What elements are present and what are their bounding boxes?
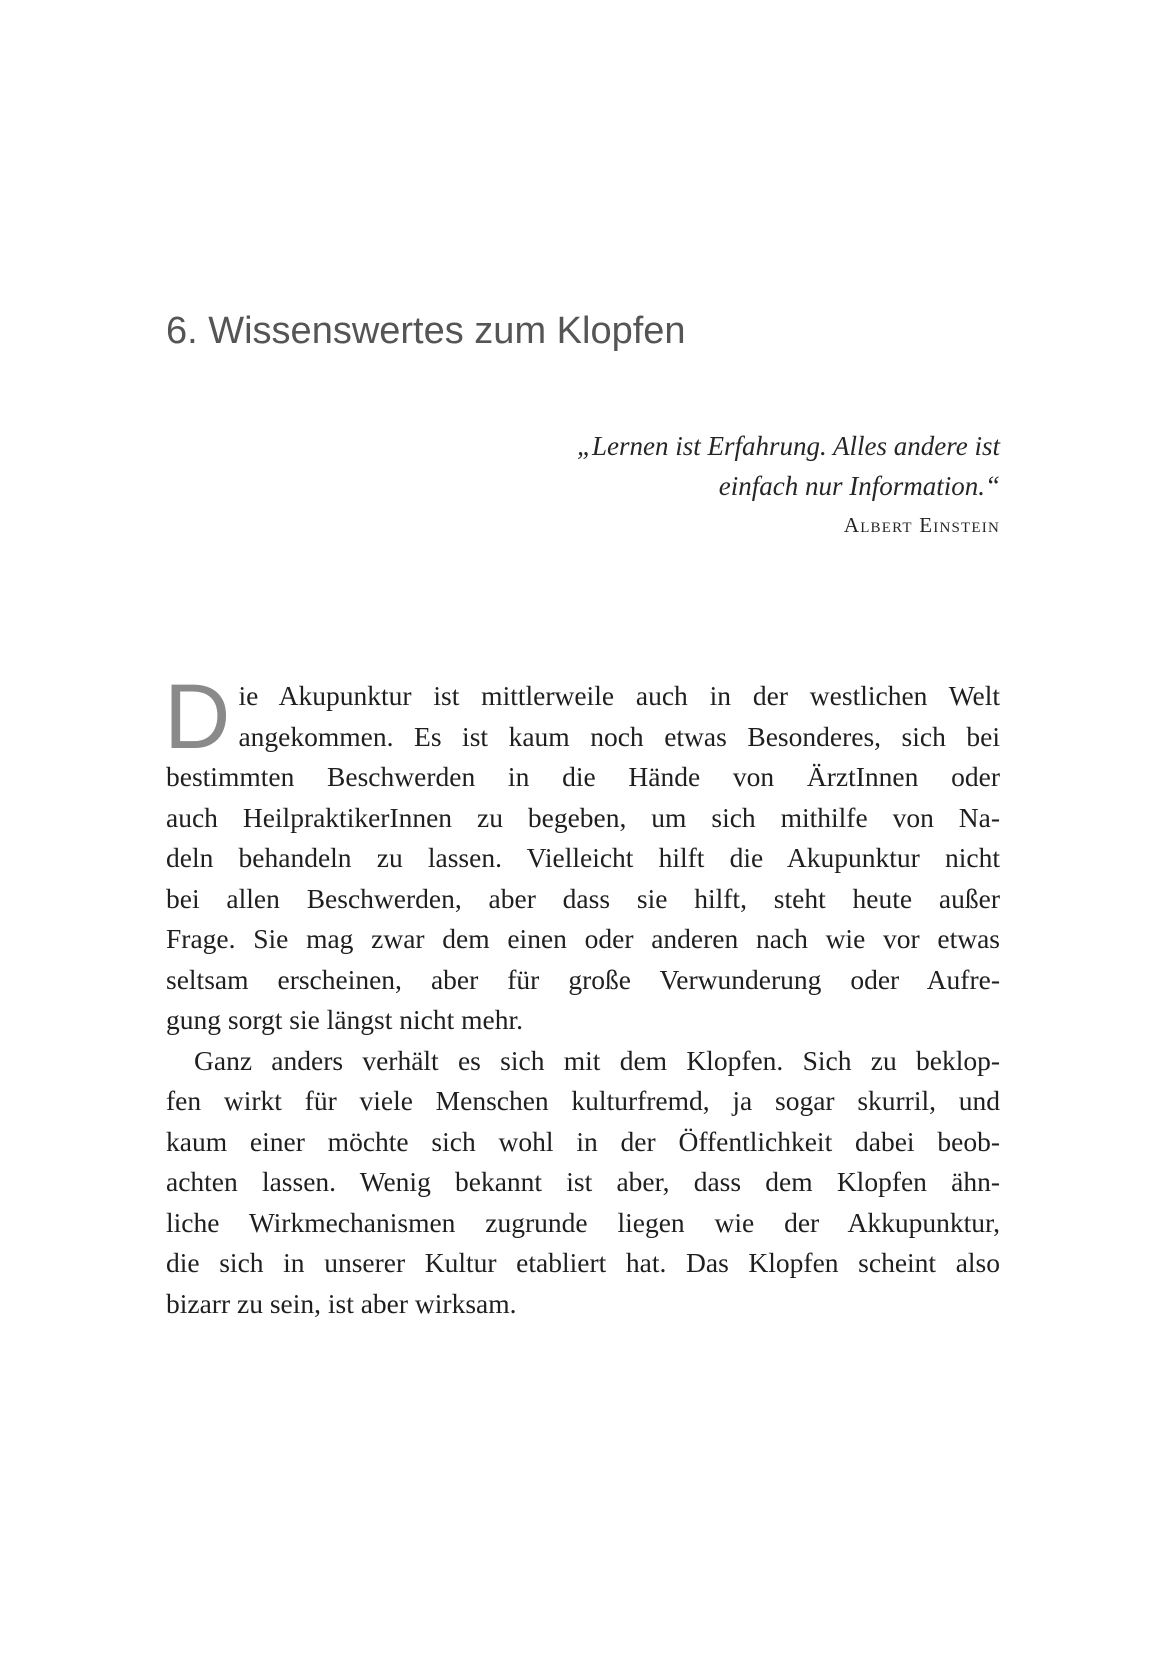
text-line: Frage. Sie mag zwar dem einen oder anderen nach wie vor etwas (166, 923, 1000, 954)
epigraph-quote (480, 426, 1000, 506)
text-line: seltsam erscheinen, aber für große Verwunderung oder Aufre- (166, 963, 1000, 995)
text-line (166, 1041, 1000, 1082)
text-line: liche Wirkmechanismen zugrunde liegen wie der Akkupunktur, (166, 1206, 1000, 1238)
text-line: die sich in unserer Kultur etabliert hat. Das Klopfen scheint also (166, 1247, 1000, 1278)
paragraph-1 (164, 666, 1000, 1041)
epigraph-quote-line: einfach nur Information.“ (718, 471, 1000, 501)
epigraph (480, 426, 1000, 542)
text-line: achten lassen. Wenig bekannt ist aber, dass dem Klopfen ähn- (166, 1166, 1000, 1197)
text-line: gung sorgt sie längst nicht mehr. (166, 1004, 523, 1035)
text-line-content: Ganz anders verhält es sich mit dem Klopfen. Sich zu beklop- (194, 1044, 1000, 1076)
text-line: deln behandeln zu lassen. Vielleicht hilft die Akupunktur nicht (166, 842, 1000, 873)
text-line: angekommen. Es ist kaum noch etwas Besonderes, sich bei (238, 720, 1000, 752)
dropcap-letter: D (164, 666, 231, 768)
epigraph-author: Albert Einstein (843, 513, 1000, 537)
text-line: kaum einer möchte sich wohl in der Öffentlichkeit dabei beob- (166, 1125, 1000, 1157)
epigraph-quote-line: „Lernen ist Erfahrung. Alles andere ist (576, 431, 1000, 461)
text-line: auch HeilpraktikerInnen zu begeben, um sich mithilfe von Na- (166, 801, 1000, 833)
text-line: bestimmten Beschwerden in die Hände von ÄrztInnen oder (166, 761, 1000, 792)
paragraph-2 (166, 1041, 1000, 1325)
text-line: bei allen Beschwerden, aber dass sie hilft, steht heute außer (166, 882, 1000, 914)
chapter-title: 6. Wissenswertes zum Klopfen (166, 310, 686, 352)
text-line: ie Akupunktur ist mittlerweile auch in der westlichen Welt (238, 680, 1000, 711)
text-line: fen wirkt für viele Menschen kulturfremd, ja sogar skurril, und (166, 1085, 1000, 1116)
text-line: bizarr zu sein, ist aber wirksam. (166, 1287, 517, 1319)
body-text (164, 666, 1000, 1324)
